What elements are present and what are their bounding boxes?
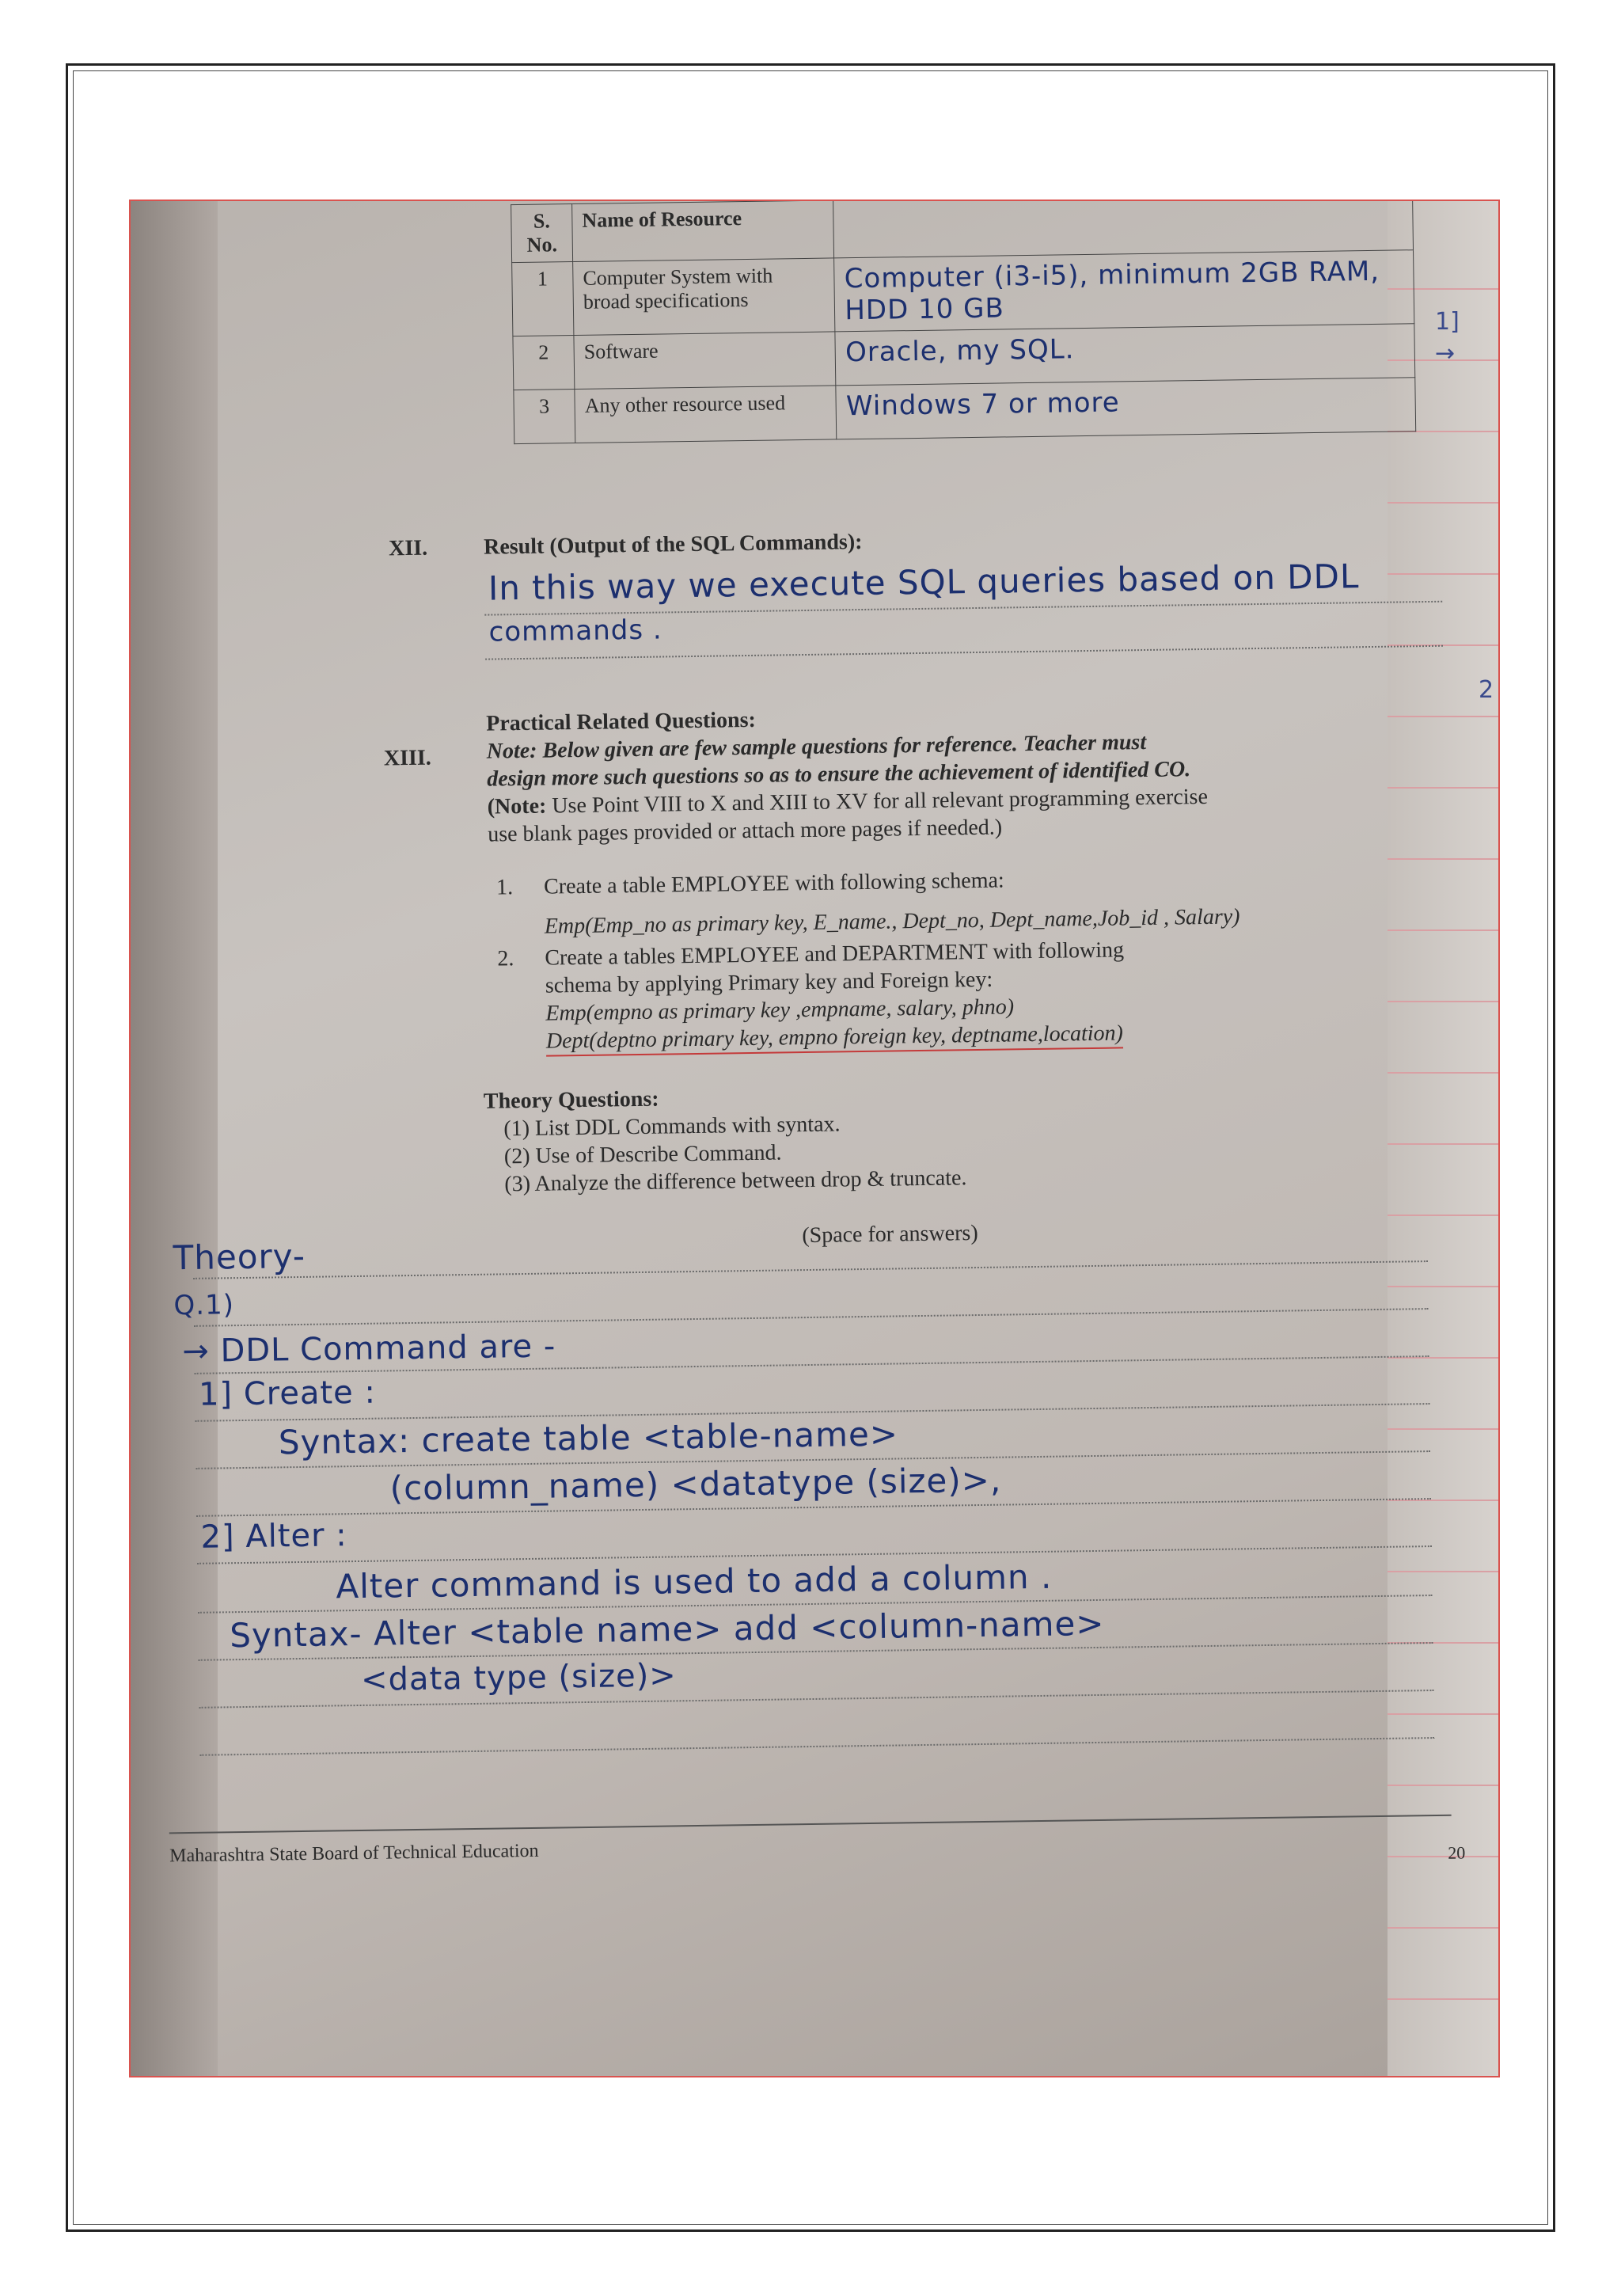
q2-text2: schema by applying Primary key and Foreign key: <box>545 967 993 998</box>
note-line1: Note: Below given are few sample questions for reference. Teacher must <box>486 729 1147 764</box>
note-line2: design more such questions so as to ensure the achievement of identified CO. <box>487 757 1191 792</box>
hw-line-create: 1] Create : <box>198 1374 377 1413</box>
side-note-2: 2 <box>1479 676 1494 704</box>
section-xiii-numeral: XIII. <box>383 745 431 771</box>
section-xiii-title: Practical Related Questions: <box>486 707 757 736</box>
row-sno: 3 <box>514 390 575 444</box>
row-name: Computer System with broad specifications <box>573 258 836 336</box>
answer-rule <box>194 1308 1429 1327</box>
theory-question-2: (2) Use of Describe Command. <box>503 1140 782 1169</box>
note-line3-bold: (Note: <box>487 793 547 819</box>
footer-board-name: Maharashtra State Board of Technical Education <box>169 1840 539 1867</box>
answer-rule <box>193 1260 1428 1279</box>
section-xii-title: Result (Output of the SQL Commands): <box>483 529 863 560</box>
q1-text: Create a table EMPLOYEE with following schema: <box>543 868 1004 899</box>
notebook-photo <box>129 200 1500 2077</box>
row-sno: 1 <box>512 262 574 336</box>
row-value <box>835 324 1415 386</box>
hw-line-alter-desc: Alter command is used to add a column . <box>336 1557 1053 1606</box>
hw-line-alter-syntax: Syntax- Alter <table name> add <column-name> <box>229 1603 1105 1655</box>
note-line3-rest: Use Point VIII to X and XIII to XV for all relevant programming exercise <box>546 784 1209 819</box>
footer-page-number: 20 <box>1448 1842 1466 1863</box>
result-answer-line2: commands . <box>488 614 662 648</box>
hw-line-create-syntax: Syntax: create table <table-name> <box>278 1414 899 1462</box>
resource-table <box>511 200 1416 444</box>
table-row <box>512 250 1414 336</box>
result-answer-line1: In this way we execute SQL queries based on DDL <box>488 557 1360 608</box>
row-sno: 2 <box>513 336 575 390</box>
header-blank <box>833 200 1414 258</box>
handwritten-value: Oracle, my SQL. <box>845 333 1075 369</box>
q1-schema: Emp(Emp_no as primary key, E_name., Dept_no, Dept_name,Job_id , Salary) <box>544 904 1240 939</box>
side-note-1: 1] <box>1435 308 1460 336</box>
textbook-page <box>169 200 1466 2076</box>
theory-questions-title: Theory Questions: <box>483 1086 659 1114</box>
handwritten-value: Windows 7 or more <box>845 386 1120 423</box>
q2-schema2: Dept(deptno primary key, empno foreign key, deptname,location) <box>546 1019 1124 1056</box>
row-value <box>834 250 1414 332</box>
table-row <box>514 378 1416 444</box>
row-name: Software <box>574 332 836 390</box>
q1-number: 1. <box>495 875 514 900</box>
hw-line-alter-type: <data type (size)> <box>360 1657 678 1698</box>
hw-heading: Theory- <box>173 1236 306 1278</box>
row-value <box>836 378 1416 439</box>
hw-line-intro: → DDL Command are - <box>181 1328 556 1370</box>
theory-question-3: (3) Analyze the difference between drop & truncate. <box>504 1165 967 1197</box>
header-sno: S. No. <box>511 204 573 263</box>
header-name: Name of Resource <box>572 200 834 262</box>
answer-rule <box>199 1737 1434 1756</box>
hw-line-alter: 2] Alter : <box>200 1517 348 1556</box>
footer-rule <box>169 1815 1452 1834</box>
hw-qnum: Q.1) <box>173 1289 235 1322</box>
note-line4: use blank pages provided or attach more pages if needed.) <box>487 815 1003 847</box>
section-xii-numeral: XII. <box>388 535 428 561</box>
space-for-answers-label: (Space for answers) <box>802 1221 978 1249</box>
q2-number: 2. <box>497 946 514 971</box>
q2-text1: Create a tables EMPLOYEE and DEPARTMENT with following <box>545 937 1125 971</box>
answer-rule <box>485 645 1443 660</box>
side-note-arrow: → <box>1435 340 1456 367</box>
row-name: Any other resource used <box>575 386 837 443</box>
hw-line-create-cols: (column_name) <datatype (size)>, <box>389 1460 1002 1508</box>
theory-question-1: (1) List DDL Commands with syntax. <box>503 1112 841 1142</box>
q2-schema1: Emp(empno as primary key ,empname, salary, phno) <box>545 994 1015 1026</box>
handwritten-value: Computer (i3-i5), minimum 2GB RAM, HDD 10 GB <box>844 255 1380 327</box>
